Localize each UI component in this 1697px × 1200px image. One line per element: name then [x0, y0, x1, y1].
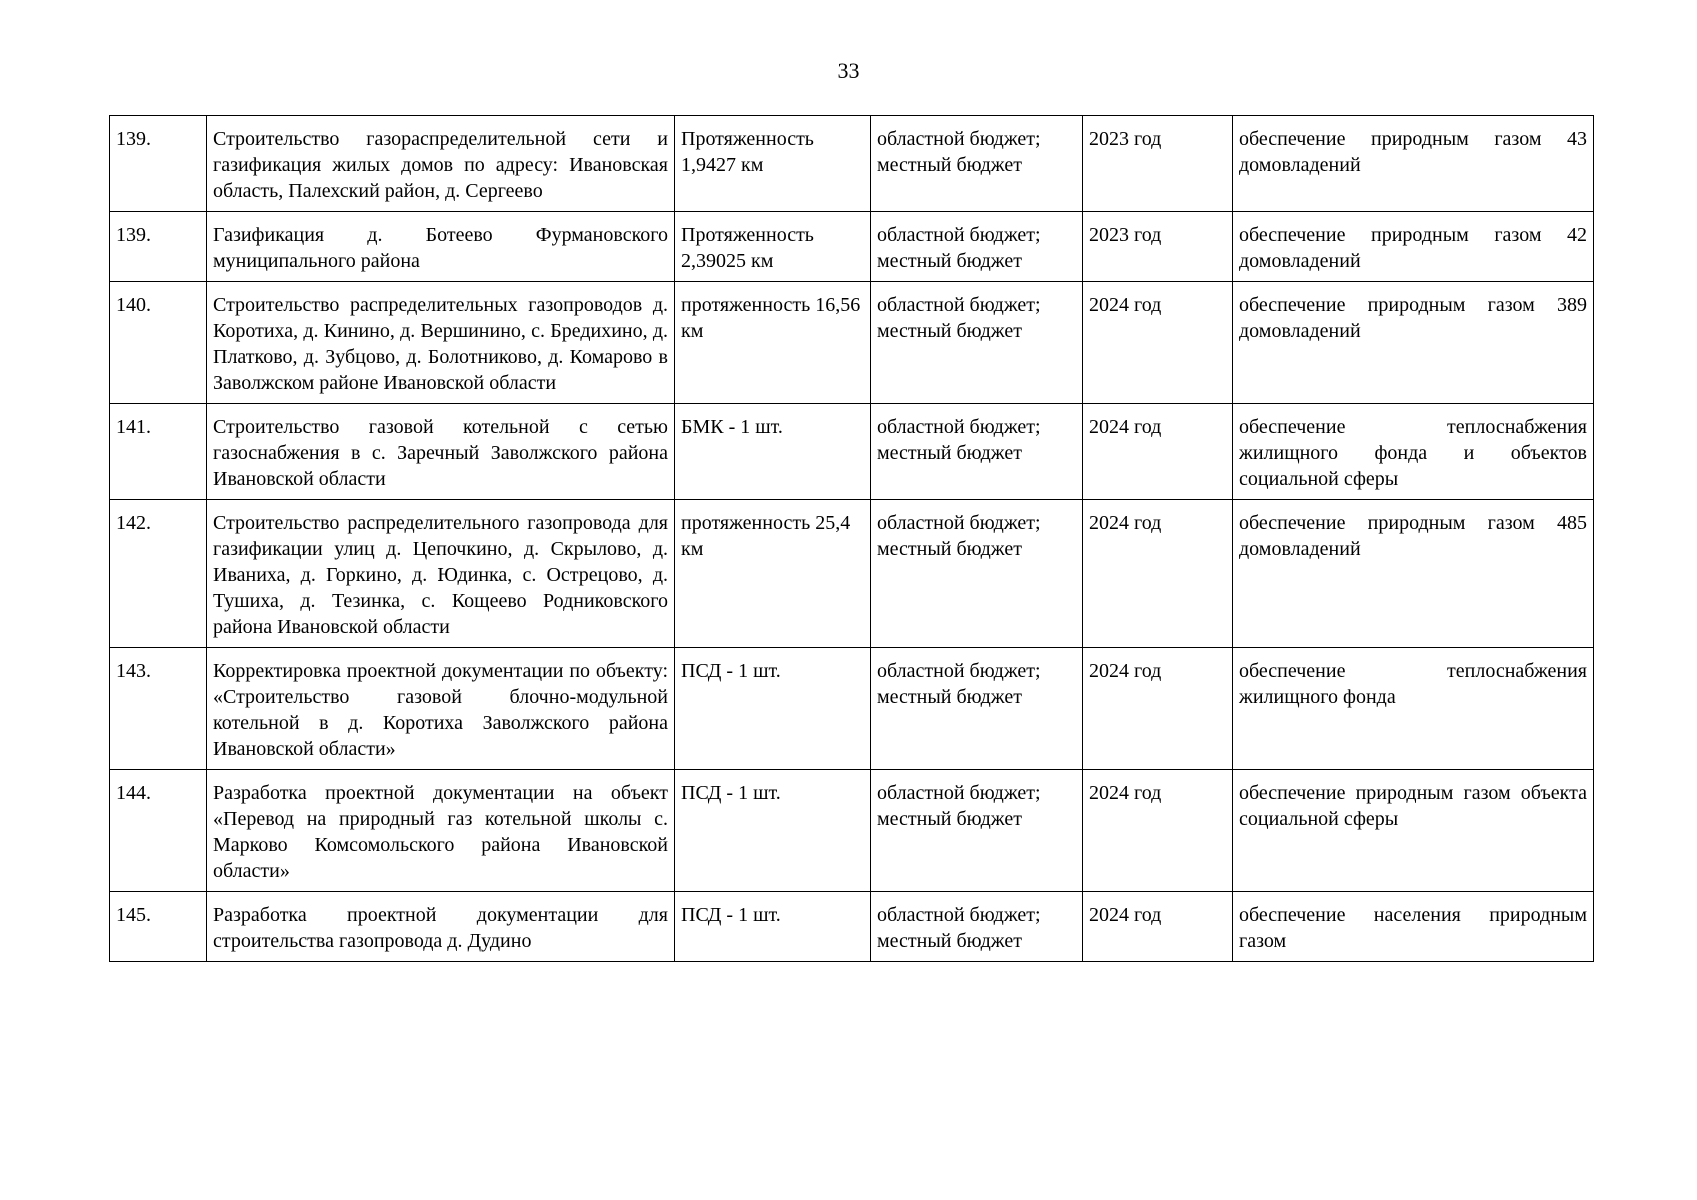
row-year: 2024 год	[1089, 416, 1162, 438]
row-funding: областной бюджет; местный бюджет	[877, 904, 1041, 952]
table-row	[110, 404, 1594, 500]
table-row	[110, 770, 1594, 892]
row-measure: ПСД - 1 шт.	[681, 660, 781, 682]
row-funding: областной бюджет; местный бюджет	[877, 512, 1041, 560]
row-measure: ПСД - 1 шт.	[681, 782, 781, 804]
table-row	[110, 648, 1594, 770]
row-description-cell	[207, 500, 675, 648]
row-year: 2024 год	[1089, 512, 1162, 534]
row-funding-cell	[871, 282, 1083, 404]
row-number-cell	[110, 282, 207, 404]
row-description-cell	[207, 770, 675, 892]
row-description-cell	[207, 282, 675, 404]
row-funding-cell	[871, 892, 1083, 962]
row-result-cell	[1233, 892, 1594, 962]
row-funding: областной бюджет; местный бюджет	[877, 416, 1041, 464]
row-year-cell	[1083, 404, 1233, 500]
row-funding-cell	[871, 116, 1083, 212]
row-number-cell	[110, 500, 207, 648]
row-funding-cell	[871, 212, 1083, 282]
row-result: обеспечение природным газом 485 домовладений	[1239, 512, 1587, 560]
row-description-cell	[207, 892, 675, 962]
row-result: обеспечение природным газом 42 домовладений	[1239, 224, 1587, 272]
row-year: 2024 год	[1089, 782, 1162, 804]
row-description-cell	[207, 212, 675, 282]
row-measure: протяженность 16,56 км	[681, 294, 861, 342]
row-description: Разработка проектной документации для строительства газопровода д. Дудино	[213, 904, 668, 952]
row-result-cell	[1233, 648, 1594, 770]
row-number: 144.	[116, 782, 151, 804]
row-result-cell	[1233, 212, 1594, 282]
row-result-cell	[1233, 404, 1594, 500]
row-measure: Протяженность 2,39025 км	[681, 224, 814, 272]
row-result-cell	[1233, 770, 1594, 892]
row-year: 2024 год	[1089, 904, 1162, 926]
row-number-cell	[110, 212, 207, 282]
row-measure-cell	[675, 282, 871, 404]
row-description-cell	[207, 116, 675, 212]
row-funding: областной бюджет; местный бюджет	[877, 128, 1041, 176]
table-row	[110, 500, 1594, 648]
row-measure-cell	[675, 770, 871, 892]
row-number-cell	[110, 404, 207, 500]
row-result-cell	[1233, 282, 1594, 404]
row-result: обеспечение природным газом 389 домовладений	[1239, 294, 1587, 342]
row-measure: Протяженность 1,9427 км	[681, 128, 814, 176]
row-result: обеспечение природным газом объекта социальной сферы	[1239, 782, 1587, 830]
row-funding: областной бюджет; местный бюджет	[877, 294, 1041, 342]
program-table	[109, 115, 1594, 962]
row-description: Корректировка проектной документации по объекту: «Строительство газовой блочно-модульной котельной в д. Коротиха Заволжского района Ивановской области»	[213, 660, 668, 760]
row-measure: протяженность 25,4 км	[681, 512, 851, 560]
row-number: 141.	[116, 416, 151, 438]
row-result: обеспечение природным газом 43 домовладений	[1239, 128, 1587, 176]
table-row	[110, 212, 1594, 282]
table-row	[110, 892, 1594, 962]
row-measure-cell	[675, 116, 871, 212]
row-year: 2024 год	[1089, 660, 1162, 682]
row-result: обеспечение населения природным газом	[1239, 904, 1587, 952]
page-number: 33	[837, 58, 860, 83]
row-measure-cell	[675, 500, 871, 648]
row-measure-cell	[675, 648, 871, 770]
row-year: 2024 год	[1089, 294, 1162, 316]
row-description: Строительство газораспределительной сети и газификация жилых домов по адресу: Ивановская область, Палехский район, д. Сергеево	[213, 128, 668, 202]
row-number-cell	[110, 116, 207, 212]
table-row	[110, 116, 1594, 212]
row-measure-cell	[675, 404, 871, 500]
row-year-cell	[1083, 648, 1233, 770]
row-description: Строительство распределительного газопровода для газификации улиц д. Цепочкино, д. Скрылово, д. Иваниха, д. Горкино, д. Юдинка, с. Острецово, д. Тушиха, д. Тезинка, с. Кощеево Родниковского района Ивановской области	[213, 512, 668, 638]
row-description: Строительство распределительных газопроводов д. Коротиха, д. Кинино, д. Вершинино, с. Бредихино, д. Платково, д. Зубцово, д. Болотниково, д. Комарово в Заволжском районе Ивановской области	[213, 294, 668, 394]
row-number: 139.	[116, 128, 151, 150]
row-number-cell	[110, 770, 207, 892]
row-funding-cell	[871, 648, 1083, 770]
row-funding-cell	[871, 404, 1083, 500]
row-funding: областной бюджет; местный бюджет	[877, 660, 1041, 708]
row-measure: ПСД - 1 шт.	[681, 904, 781, 926]
row-measure-cell	[675, 892, 871, 962]
row-year: 2023 год	[1089, 128, 1162, 150]
row-description-cell	[207, 648, 675, 770]
row-number: 140.	[116, 294, 151, 316]
row-year: 2023 год	[1089, 224, 1162, 246]
row-measure: БМК - 1 шт.	[681, 416, 783, 438]
row-year-cell	[1083, 500, 1233, 648]
row-number: 139.	[116, 224, 151, 246]
row-result: обеспечение теплоснабжения жилищного фонда	[1239, 660, 1587, 708]
row-number: 145.	[116, 904, 151, 926]
row-year-cell	[1083, 282, 1233, 404]
row-year-cell	[1083, 212, 1233, 282]
row-funding: областной бюджет; местный бюджет	[877, 782, 1041, 830]
row-result: обеспечение теплоснабжения жилищного фонда и объектов социальной сферы	[1239, 416, 1587, 490]
row-funding-cell	[871, 500, 1083, 648]
row-result-cell	[1233, 116, 1594, 212]
row-funding: областной бюджет; местный бюджет	[877, 224, 1041, 272]
row-number: 142.	[116, 512, 151, 534]
row-number-cell	[110, 892, 207, 962]
table-row	[110, 282, 1594, 404]
row-year-cell	[1083, 770, 1233, 892]
row-description: Разработка проектной документации на объект «Перевод на природный газ котельной школы с. Марково Комсомольского района Ивановской области»	[213, 782, 668, 882]
row-description-cell	[207, 404, 675, 500]
row-description: Строительство газовой котельной с сетью газоснабжения в с. Заречный Заволжского района Ивановской области	[213, 416, 668, 490]
row-measure-cell	[675, 212, 871, 282]
row-number-cell	[110, 648, 207, 770]
row-funding-cell	[871, 770, 1083, 892]
row-result-cell	[1233, 500, 1594, 648]
row-number: 143.	[116, 660, 151, 682]
row-year-cell	[1083, 892, 1233, 962]
row-description: Газификация д. Ботеево Фурмановского муниципального района	[213, 224, 668, 272]
row-year-cell	[1083, 116, 1233, 212]
table-body	[110, 116, 1594, 962]
